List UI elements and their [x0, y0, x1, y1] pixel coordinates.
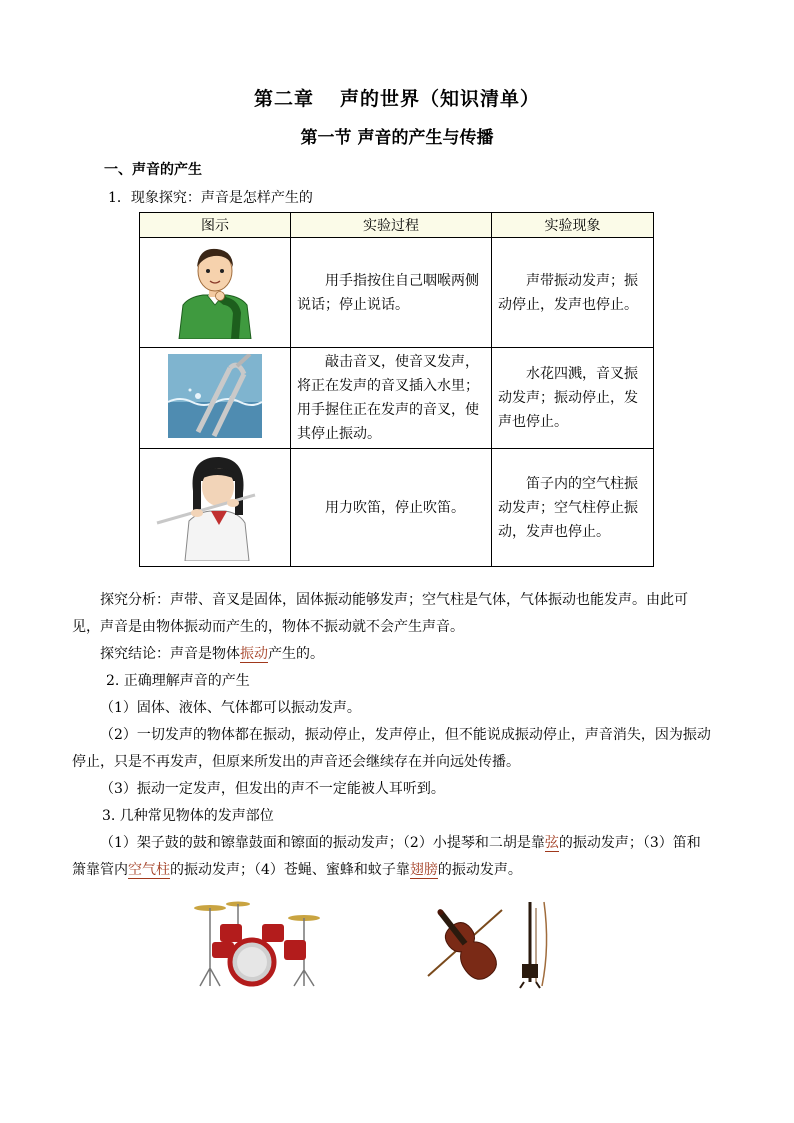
table-row	[140, 238, 654, 348]
keyword-string: 弦	[544, 835, 559, 851]
header-process: 实验过程	[291, 213, 492, 238]
chapter-number: 第二章	[253, 88, 314, 110]
conclusion-text-end: 产生的。	[268, 646, 324, 662]
phenomenon-cell: 笛子内的空气柱振动发声；空气柱停止振动，发声也停止。	[492, 449, 654, 567]
heading-sound-production: 一、声音的产生	[104, 162, 202, 178]
process-cell: 用力吹笛，停止吹笛。	[291, 449, 492, 567]
process-cell: 敲击音叉，使音叉发声，将正在发声的音叉插入水里；用手握住正在发声的音叉，使其停止振动。	[291, 348, 492, 449]
process-cell: 用手指按住自己咽喉两侧说话；停止说话。	[291, 238, 492, 348]
conclusion-paragraph	[72, 641, 714, 668]
section-title: 第一节 声音的产生与传播	[300, 128, 494, 148]
header-phenomenon: 实验现象	[492, 213, 654, 238]
heading-phenomenon-inquiry: 1．现象探究：声音是怎样产生的	[108, 190, 313, 206]
keyword-air-column: 空气柱	[128, 862, 170, 878]
phenomenon-cell: 声带振动发声；振动停止，发声也停止。	[492, 238, 654, 348]
conclusion-text: 探究结论：声音是物体	[100, 646, 240, 662]
point3-text: 的振动发声；（4）苍蝇、蜜蜂和蚊子靠	[170, 862, 410, 878]
conclusion-keyword: 振动	[240, 646, 268, 662]
chapter-title	[0, 84, 794, 111]
girl-playing-flute-image	[140, 449, 291, 567]
tuning-fork-water-image	[140, 348, 291, 449]
drum-kit-image	[192, 898, 322, 994]
point3-text: 的振动发声。	[437, 862, 522, 878]
point2-heading: 2. 正确理解声音的产生	[106, 673, 250, 689]
point2-item: （2）一切发声的物体都在振动，振动停止，发声停止，但不能说成振动停止，声音消失，因为振动停止，只是不再发声，但原来所发出的声音还会继续存在并向远处传播。	[72, 727, 711, 770]
table-row	[140, 348, 654, 449]
chapter-name: 声的世界（知识清单）	[340, 88, 541, 110]
point3-heading: 3. 几种常见物体的发声部位	[102, 808, 274, 824]
point3-paragraph	[72, 830, 714, 884]
header-illustration: 图示	[140, 213, 291, 238]
point3-text: （1）架子鼓的鼓和镲靠鼓面和镲面的振动发声；（2）小提琴和二胡是靠	[100, 835, 545, 851]
table-row	[140, 449, 654, 567]
point3-text: 的振动发声；（3）笛和箫靠管内	[72, 835, 701, 878]
point2-item: （1）固体、液体、气体都可以振动发声。	[100, 700, 361, 716]
violin-erhu-image	[424, 898, 554, 994]
table-header-row	[140, 213, 654, 238]
phenomenon-cell: 水花四溅，音叉振动发声；振动停止，发声也停止。	[492, 348, 654, 449]
analysis-paragraph: 探究分析：声带、音叉是固体，固体振动能够发声；空气柱是气体，气体振动也能发声。由此可见，声音是由物体振动而产生的，物体不振动就不会产生声音。	[72, 592, 688, 635]
experiment-table	[139, 212, 654, 567]
point2-item: （3）振动一定发声，但发出的声不一定能被人耳听到。	[100, 781, 445, 797]
keyword-wings: 翅膀	[409, 862, 438, 878]
boy-touching-throat-image	[140, 238, 291, 348]
